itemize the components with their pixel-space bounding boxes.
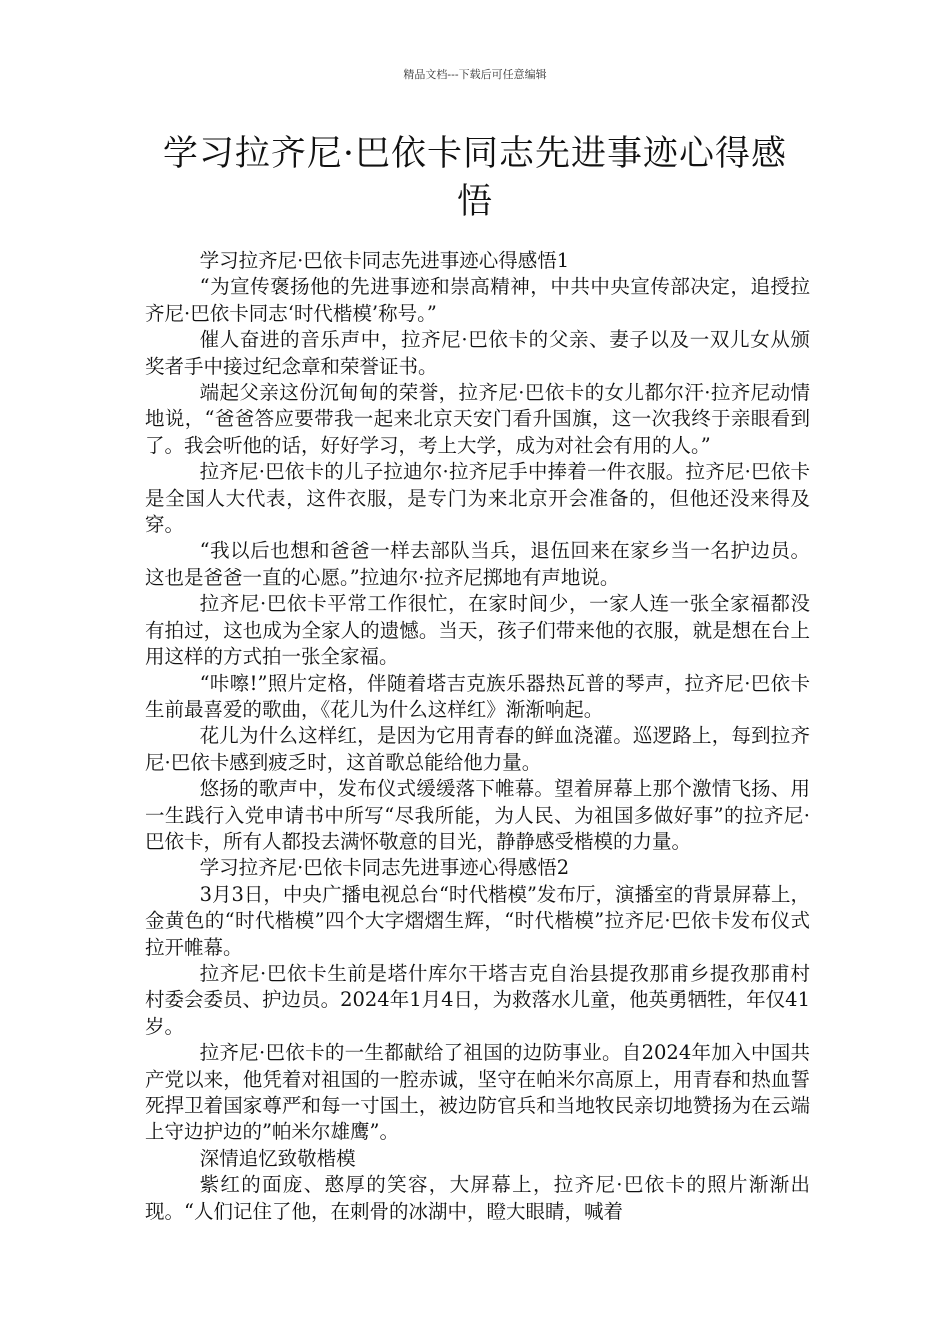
paragraph: 拉齐尼·巴依卡生前是塔什库尔干塔吉克自治县提孜那甫乡提孜那甫村村委会委员、护边员。2024年1月4日，为救落水儿童，他英勇牺牲，年仅41岁。 (145, 961, 810, 1038)
paragraph: 拉齐尼·巴依卡平常工作很忙，在家时间少，一家人连一张全家福都没有拍过，这也成为全家人的遗憾。当天，孩子们带来他的衣服，就是想在台上用这样的方式拍一张全家福。 (145, 592, 810, 669)
paragraph: 3月3日，中央广播电视总台“时代楷模”发布厅，演播室的背景屏幕上，金黄色的“时代楷模”四个大字熠熠生辉，“时代楷模”拉齐尼·巴依卡发布仪式拉开帷幕。 (145, 882, 810, 959)
paragraph: 悠扬的歌声中，发布仪式缓缓落下帷幕。望着屏幕上那个激情飞扬、用一生践行入党申请书中所写“尽我所能，为人民、为祖国多做好事”的拉齐尼·巴依卡，所有人都投去满怀敬意的目光，静静感受楷模的力量。 (145, 777, 810, 853)
section-heading-2: 学习拉齐尼·巴依卡同志先进事迹心得感悟2 (199, 856, 570, 880)
document-title: 学习拉齐尼·巴依卡同志先进事迹心得感悟 (162, 134, 788, 222)
paragraph: 拉齐尼·巴依卡的儿子拉迪尔·拉齐尼手中捧着一件衣服。拉齐尼·巴依卡是全国人大代表，这件衣服，是专门为来北京开会准备的，但他还没来得及穿。 (145, 460, 810, 537)
paragraph: 拉齐尼·巴依卡的一生都献给了祖国的边防事业。自2024年加入中国共产党以来，他凭着对祖国的一腔赤诚，坚守在帕米尔高原上，用青春和热血誓死捍卫着国家尊严和每一寸国土，被边防官兵和当地牧民亲切地赞扬为在云端上守边护边的”帕米尔雄鹰”。 (145, 1041, 810, 1144)
page-header: 精品文档---下载后可任意编辑 (403, 68, 547, 81)
paragraph: 紫红的面庞、憨厚的笑容，大屏幕上，拉齐尼·巴依卡的照片渐渐出现。“人们记住了他，在刺骨的冰湖中，瞪大眼睛，喊着 (145, 1173, 810, 1223)
paragraph: “我以后也想和爸爸一样去部队当兵，退伍回来在家乡当一名护边员。这也是爸爸一直的心愿。”拉迪尔·拉齐尼掷地有声地说。 (145, 539, 810, 589)
paragraph: “为宣传褒扬他的先进事迹和崇高精神，中共中央宣传部决定，追授拉齐尼·巴依卡同志‘时代楷模’称号。” (145, 275, 810, 325)
paragraph: “咔嚓!”照片定格，伴随着塔吉克族乐器热瓦普的琴声，拉齐尼·巴依卡生前最喜爱的歌曲，《花儿为什么这样红》渐渐响起。 (145, 671, 810, 721)
document-body (145, 248, 810, 1225)
section-heading-1: 学习拉齐尼·巴依卡同志先进事迹心得感悟1 (199, 249, 570, 272)
paragraph: 催人奋进的音乐声中，拉齐尼·巴依卡的父亲、妻子以及一双儿女从颁奖者手中接过纪念章和荣誉证书。 (145, 328, 810, 378)
paragraph: 端起父亲这份沉甸甸的荣誉，拉齐尼·巴依卡的女儿都尔汗·拉齐尼动情地说，“爸爸答应要带我一起来北京天安门看升国旗，这一次我终于亲眼看到了。我会听他的话，好好学习，考上大学，成为对社会有用的人。” (145, 381, 810, 457)
paragraph: 花儿为什么这样红，是因为它用青春的鲜血浇灌。巡逻路上，每到拉齐尼·巴依卡感到疲乏时，这首歌总能给他力量。 (145, 724, 810, 774)
subheading: 深情追忆致敬楷模 (199, 1146, 356, 1170)
